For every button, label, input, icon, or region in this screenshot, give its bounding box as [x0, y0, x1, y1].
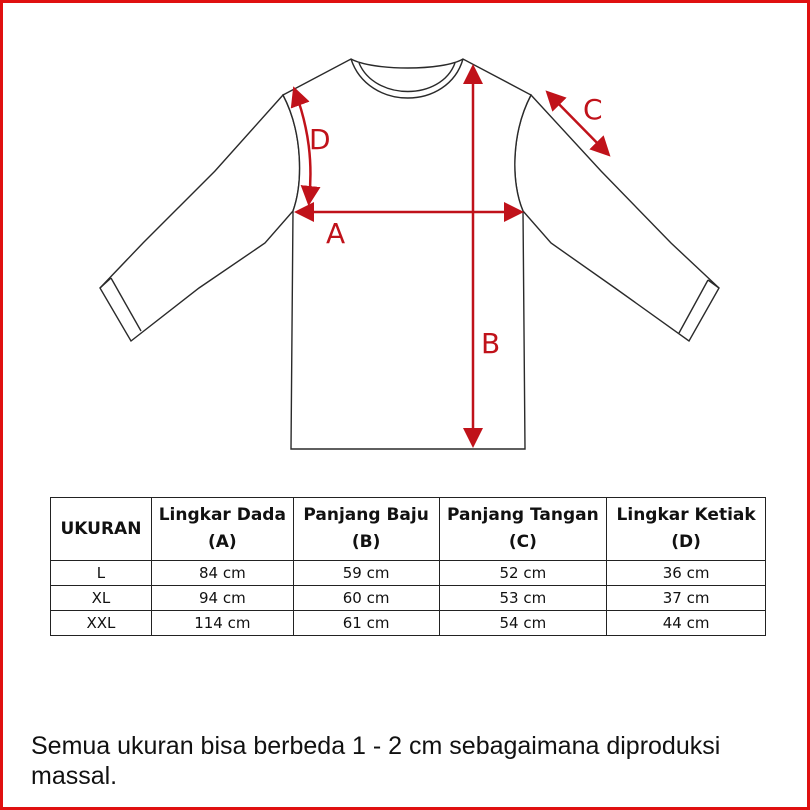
label-d: D [309, 123, 331, 156]
shirt-diagram [3, 3, 810, 473]
header-sleeve: Panjang Tangan (C) [439, 498, 607, 561]
table-row [51, 611, 766, 636]
cell-chest: 114 cm [151, 611, 293, 636]
label-b: B [481, 327, 501, 360]
cell-size: XXL [51, 611, 152, 636]
label-c: C [583, 93, 603, 126]
shirt-body [283, 59, 531, 449]
cell-armhole: 44 cm [607, 611, 766, 636]
cell-chest: 94 cm [151, 586, 293, 611]
cell-sleeve: 54 cm [439, 611, 607, 636]
cell-length: 59 cm [293, 561, 439, 586]
table-row [51, 586, 766, 611]
table-header-row [51, 498, 766, 561]
cell-chest: 84 cm [151, 561, 293, 586]
right-sleeve [515, 95, 719, 341]
label-a: A [326, 217, 346, 250]
header-size: UKURAN [51, 498, 152, 561]
cell-length: 60 cm [293, 586, 439, 611]
table-row [51, 561, 766, 586]
cell-armhole: 37 cm [607, 586, 766, 611]
cell-sleeve: 53 cm [439, 586, 607, 611]
cell-length: 61 cm [293, 611, 439, 636]
header-chest: Lingkar Dada (A) [151, 498, 293, 561]
cell-size: XL [51, 586, 152, 611]
size-table [50, 497, 766, 636]
cell-armhole: 36 cm [607, 561, 766, 586]
header-length: Panjang Baju (B) [293, 498, 439, 561]
cell-sleeve: 52 cm [439, 561, 607, 586]
cell-size: L [51, 561, 152, 586]
long-sleeve-shirt-outline [100, 59, 719, 449]
size-tolerance-note: Semua ukuran bisa berbeda 1 - 2 cm sebagaimana diproduksi massal. [31, 732, 721, 790]
left-sleeve [100, 95, 300, 341]
header-armhole: Lingkar Ketiak (D) [607, 498, 766, 561]
